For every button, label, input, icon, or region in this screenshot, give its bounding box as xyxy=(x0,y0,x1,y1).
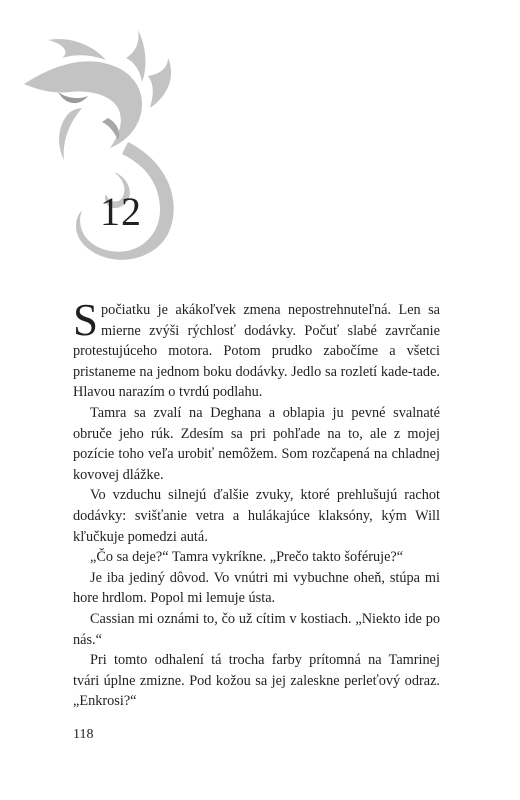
page-number: 118 xyxy=(73,727,94,742)
paragraph: Cassian mi oznámi to, čo už cítim v kostiach. „Niekto ide po nás.“ xyxy=(73,610,440,648)
paragraph: Pri tomto odhalení tá trocha farby prítomná na Tamrinej tvári úplne zmizne. Pod kožou sa jej zaleskne perleťový odraz. „Enkrosi?“ xyxy=(73,652,440,710)
paragraph: Je iba jediný dôvod. Vo vnútri mi vybuchne oheň, stúpa mi hore hrdlom. Popol mi lemuje ústa. xyxy=(73,569,440,607)
drop-cap: S xyxy=(73,295,99,345)
paragraph: Tamra sa zvalí na Deghana a oblapia ju pevné svalnaté obruče jeho rúk. Zdesím sa pri pohľade na to, ale z mojej pozície toho veľa urobiť nemôžem. Som rozčapená na chladnej kovovej dlážke. xyxy=(73,404,440,483)
chapter-body xyxy=(73,295,440,712)
paragraph: „Čo sa deje?“ Tamra vykríkne. „Prečo takto šoféruje?“ xyxy=(90,549,404,566)
paragraph xyxy=(73,295,440,403)
paragraph-text: počiatku je akákoľvek zmena nepostrehnuteľná. Len sa mierne zvýši rýchlosť dodávky. Počuť slabé zavrčanie protestujúceho motora. Potom prudko zabočíme a všetci pristaneme na jednom boku dodávky. Jedlo sa rozletí kade-tade. Hlavou narazím o tvrdú podlahu. xyxy=(73,302,440,401)
paragraph: Vo vzduchu silnejú ďalšie zvuky, ktoré prehlušujú rachot dodávky: svišťanie vetra a hulákajúce klaksóny, kým Will kľučkuje pomedzi autá. xyxy=(73,487,440,545)
chapter-number: 12 xyxy=(100,189,142,234)
